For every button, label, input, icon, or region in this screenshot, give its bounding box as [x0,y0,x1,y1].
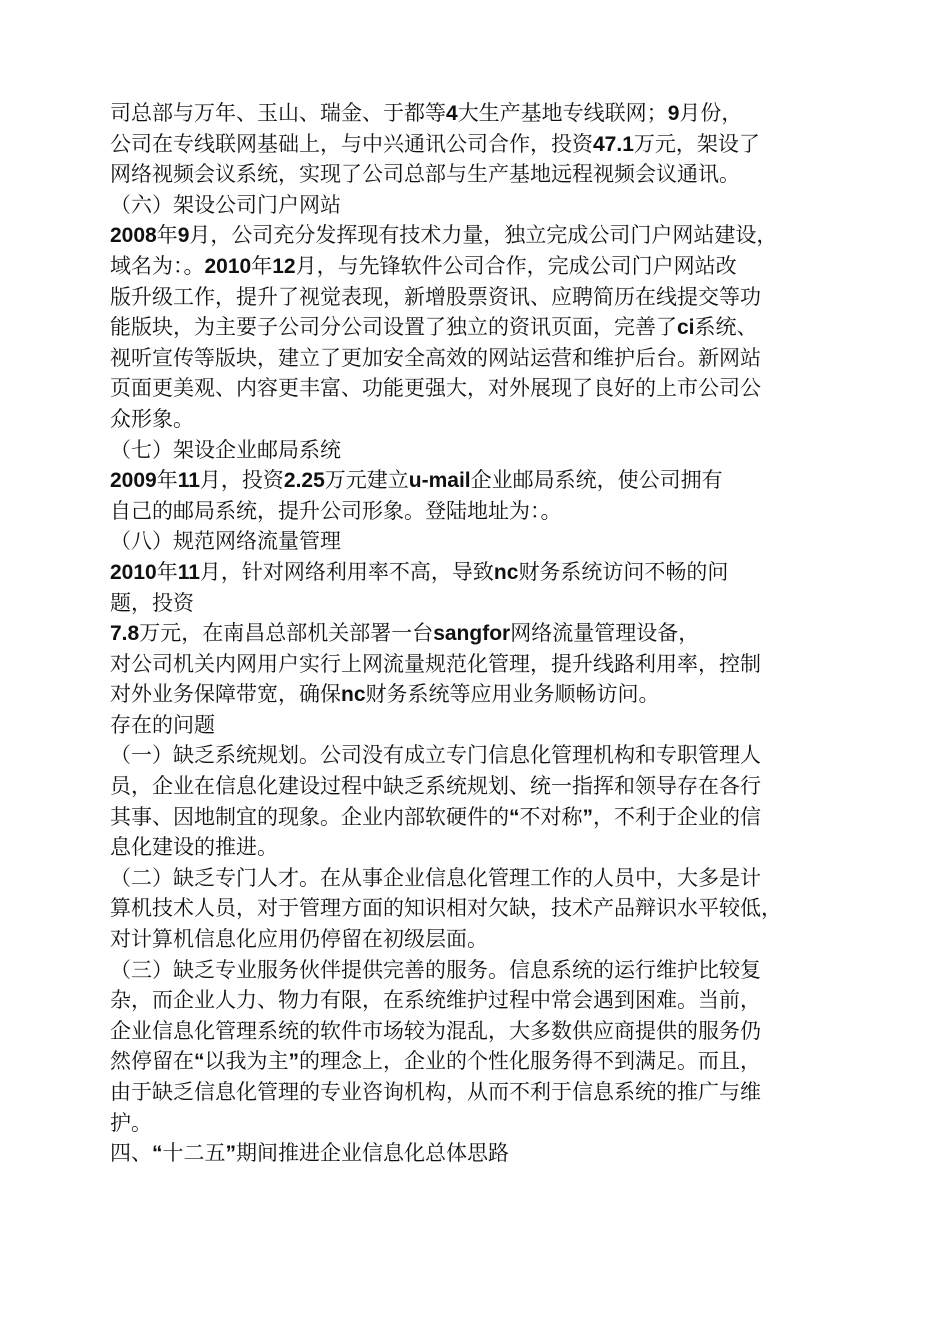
text-segment: 其事、因地制宜的现象。企业内部软硬件的 [110,804,509,829]
text-segment: 司总部与万年、玉山、瑞金、于都等 [110,101,446,125]
text-line [110,129,870,160]
text-segment: 域名为：。 [110,253,205,278]
text-segment: 系统、 [694,315,758,340]
text-emphasis: nc [341,683,366,707]
text-line [110,404,870,435]
text-segment: 万元，架设了 [633,131,760,156]
text-segment: （六）架设公司门户网站 [110,192,341,217]
text-emphasis: 2009 [110,469,157,493]
text-emphasis: “ [194,1050,205,1074]
text-segment: 算机技术人员，对于管理方面的知识相对欠缺，技术产品辩识水平较低， [110,896,782,921]
text-line [110,282,870,313]
text-segment: 题，投资 [110,590,194,615]
text-line [110,251,870,282]
text-emphasis: 4 [446,102,458,125]
text-line [110,435,870,466]
text-emphasis: 2010 [110,560,157,584]
text-emphasis: 12 [272,254,296,278]
text-segment: 由于缺乏信息化管理的专业咨询机构，从而不利于信息系统的推广与维 [110,1080,761,1104]
text-emphasis: sangfor [433,622,511,646]
text-segment: 页面更美观、内容更丰富、功能更强大，对外展现了良好的上市公司公 [110,376,761,401]
text-emphasis: u-mail [408,469,471,493]
text-segment: （七）架设企业邮局系统 [110,437,341,462]
text-segment: 月，针对网络利用率不高，导致 [199,559,494,584]
text-segment: 年 [156,223,178,248]
text-line [110,955,870,986]
document-body [110,98,870,1169]
text-line [110,496,870,527]
text-emphasis: 9 [177,224,190,248]
text-segment: 月，投资 [199,468,284,493]
text-segment: 网络视频会议系统，实现了公司总部与生产基地远程视频会议通讯。 [110,162,740,187]
text-emphasis: ci [677,316,695,340]
text-line [110,863,870,894]
text-segment: 视听宣传等版块，建立了更加安全高效的网站运营和维护后台。新网站 [110,345,761,370]
text-line [110,771,870,802]
text-segment: （二）缺乏专门人才。在从事企业信息化管理工作的人员中，大多是计 [110,865,761,890]
text-line [110,465,870,496]
text-segment: 员，企业在信息化建设过程中缺乏系统规划、统一指挥和领导存在各行 [110,774,761,799]
text-segment: 对外业务保障带宽，确保 [110,682,341,707]
text-line [110,373,870,404]
text-line [110,710,870,741]
text-line [110,159,870,190]
text-line [110,312,870,343]
text-emphasis: 9 [667,102,680,125]
text-line [110,679,870,710]
text-segment: 存在的问题 [110,712,215,737]
text-segment: 的理念上，企业的个性化服务得不到满足。而且， [299,1049,761,1074]
text-segment: 万元建立 [324,468,409,493]
text-segment: 月份， [679,101,743,125]
text-segment: 网络流量管理设备， [510,621,700,646]
text-segment: 万元，在南昌总部机关部署一台 [139,621,434,646]
text-emphasis: 2008 [110,224,157,248]
text-segment: 不对称 [519,804,583,829]
text-segment: （一）缺乏系统规划。公司没有成立专门信息化管理机构和专职管理人 [110,743,761,768]
text-segment: ，不利于企业的信 [593,804,761,829]
text-segment: 十二五 [162,1141,226,1166]
text-emphasis: 11 [177,469,200,493]
text-emphasis: “ [509,805,520,829]
text-segment: 杂，而企业人力、物力有限，在系统维护过程中常会遇到困难。当前， [110,988,761,1013]
text-segment: 月，公司充分发挥现有技术力量，独立完成公司门户网站建设， [189,223,778,248]
text-emphasis: ” [288,1050,299,1074]
text-emphasis: 7.8 [110,622,140,646]
text-segment: 年 [156,468,178,493]
text-line [110,190,870,221]
text-segment: （三）缺乏专业服务伙伴提供完善的服务。信息系统的运行维护比较复 [110,957,761,982]
text-emphasis: 2.25 [283,469,325,493]
text-line [110,618,870,649]
text-segment: 企业信息化管理系统的软件市场较为混乱，大多数供应商提供的服务仍 [110,1018,761,1043]
text-line [110,557,870,588]
text-segment: 月，与先锋软件公司合作，完成公司门户网站改 [295,253,737,278]
text-line [110,220,870,251]
text-line [110,649,870,680]
text-emphasis: ” [582,805,593,829]
text-line [110,588,870,619]
text-segment: （八）规范网络流量管理 [110,529,341,554]
text-emphasis: ” [225,1142,236,1166]
text-emphasis: 47.1 [593,132,634,156]
text-emphasis: 11 [177,560,200,584]
text-line [110,985,870,1016]
text-segment: 大生产基地专线联网； [457,101,668,125]
text-line [110,893,870,924]
text-emphasis: 2010 [204,254,252,278]
text-line [110,1046,870,1077]
text-segment: 护。 [110,1110,152,1135]
text-segment: 息化建设的推进。 [110,835,278,860]
text-line [110,1016,870,1047]
text-segment: 然停留在 [110,1049,194,1074]
text-emphasis: nc [493,560,519,584]
text-line [110,526,870,557]
text-line [110,924,870,955]
text-segment: 版升级工作，提升了视觉表现，新增股票资讯、应聘简历在线提交等功 [110,284,761,309]
text-segment: 能版块，为主要子公司分公司设置了独立的资讯页面，完善了 [110,315,677,340]
text-segment: 自己的邮局系统，提升公司形象。登陆地址为：。 [110,498,562,523]
text-segment: 以我为主 [204,1049,289,1074]
text-segment: 财务系统访问不畅的问 [518,559,729,584]
text-line [110,740,870,771]
text-segment: 众形象。 [110,406,194,431]
text-segment: 对公司机关内网用户实行上网流量规范化管理，提升线路利用率，控制 [110,651,761,676]
text-line [110,98,870,129]
text-segment: 年 [251,253,273,278]
text-segment: 企业邮局系统，使公司拥有 [470,468,723,493]
text-segment: 财务系统等应用业务顺畅访问。 [365,682,660,707]
text-segment: 对计算机信息化应用仍停留在初级层面。 [110,927,488,952]
text-segment: 期间推进企业信息化总体思路 [236,1141,509,1166]
text-segment: 公司在专线联网基础上，与中兴通讯公司合作，投资 [110,131,593,156]
text-line [110,1077,870,1108]
text-line [110,343,870,374]
text-segment: 年 [156,559,178,584]
text-segment: 四、 [110,1141,152,1166]
text-line [110,802,870,833]
text-line [110,832,870,863]
text-line [110,1108,870,1139]
text-line [110,1138,870,1169]
text-emphasis: “ [152,1142,163,1166]
